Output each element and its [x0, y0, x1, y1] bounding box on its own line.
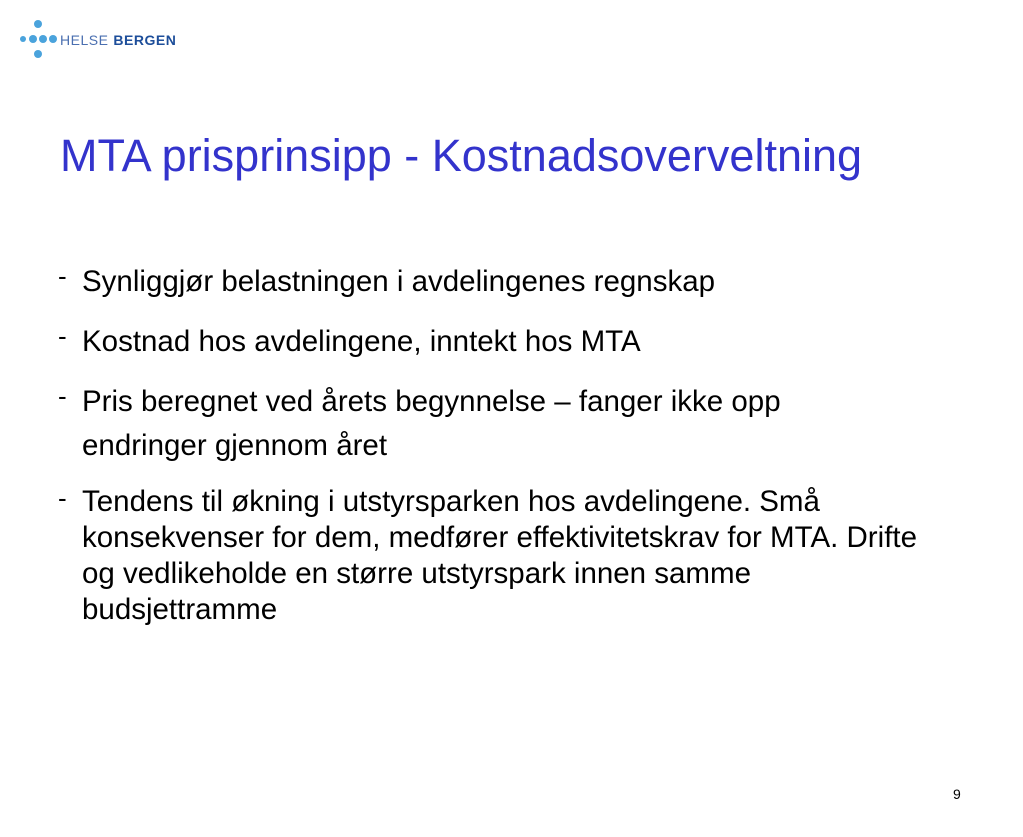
- bullet-item: [58, 320, 958, 364]
- bullet-text: Pris beregnet ved årets begynnelse – fanger ikke opp endringer gjennom året: [82, 385, 781, 462]
- slide-title: MTA prisprinsipp - Kostnadsoverveltning: [60, 130, 863, 181]
- bullet-list: [58, 260, 958, 644]
- bullet-marker: -: [58, 381, 67, 411]
- helse-bergen-dots-icon: [20, 20, 56, 60]
- bullet-marker: -: [58, 483, 67, 513]
- logo-word-bergen: BERGEN: [113, 32, 177, 48]
- logo-text: [60, 32, 176, 48]
- bullet-marker: -: [58, 321, 67, 351]
- bullet-text: Synliggjør belastningen i avdelingenes regnskap: [82, 265, 716, 298]
- bullet-item: [58, 380, 902, 468]
- logo-word-helse: HELSE: [60, 32, 109, 48]
- bullet-marker: -: [58, 261, 67, 291]
- bullet-item: [58, 484, 952, 628]
- helse-bergen-logo: [20, 20, 176, 60]
- bullet-text: Kostnad hos avdelingene, inntekt hos MTA: [82, 325, 641, 358]
- bullet-text: Tendens til økning i utstyrsparken hos avdelingene. Små konsekvenser for dem, medfører effektivitetskrav for MTA. Drifte og vedlikeholde en større utstyrspark innen samme budsjettramme: [82, 485, 917, 626]
- bullet-item: [58, 260, 958, 304]
- page-number: 9: [953, 786, 961, 802]
